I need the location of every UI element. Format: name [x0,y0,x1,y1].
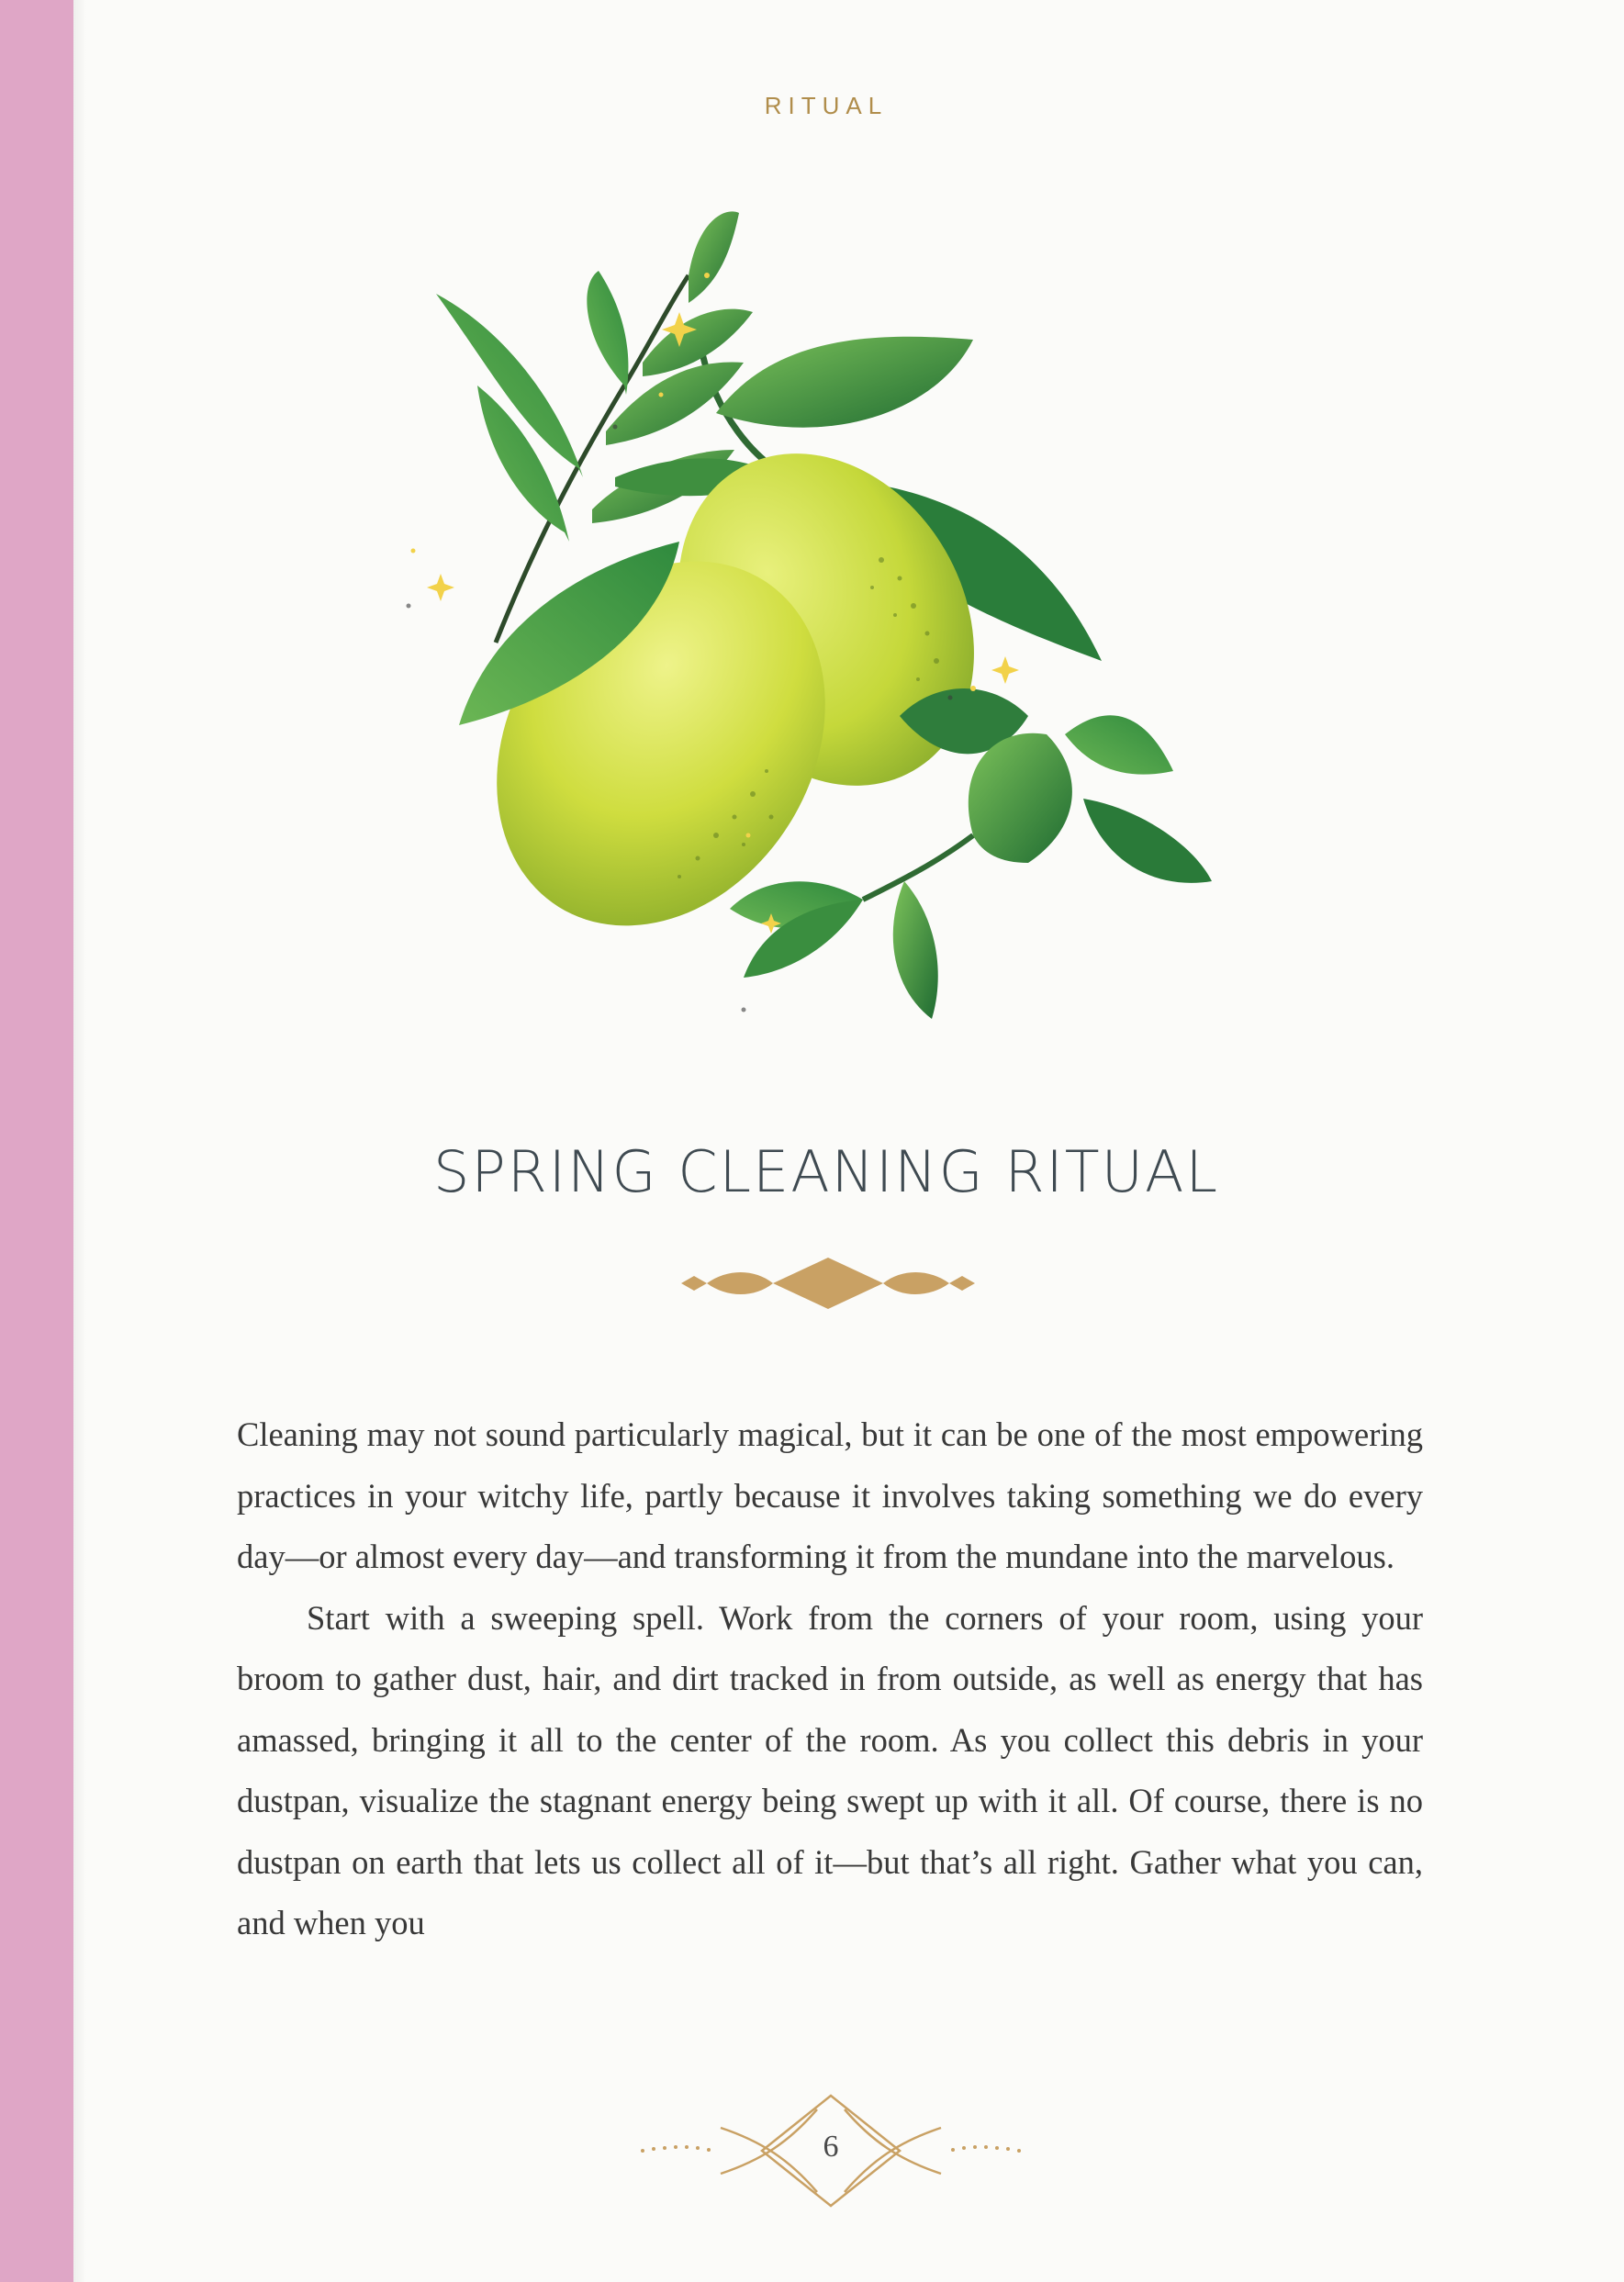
paragraph: Cleaning may not sound particularly magical, but it can be one of the most empowering practices in your witchy life, partly because it involves taking something we do every day—or almost every day—and transforming it from the mundane into the marvelous. [237,1415,1423,1575]
body-text [237,1404,1423,1954]
leaf [1065,715,1173,774]
ornamental-divider [681,1256,975,1311]
leaf [969,733,1072,863]
branch-stem-lower [863,835,973,900]
section-label: RITUAL [764,92,889,119]
lemon-branch-illustration [386,202,1267,1046]
leaf [893,881,938,1019]
leaf [689,211,739,303]
page-number: 6 [823,2130,839,2164]
page-title: SPRING CLEANING RITUAL [432,1138,1220,1205]
leaf [587,271,628,395]
book-spine-edge [0,0,73,2282]
leaf [716,337,973,428]
page-gutter-shadow [73,0,86,2282]
paragraph: Start with a sweeping spell. Work from the corners of your room, using your broom to gather dust, hair, and dirt tracked in from outside, as well as energy that has amassed, bringing it all to the center of the room. As you collect this debris in your dustpan, visualize the stagnant energy being swept up with it all. Of course, there is no dustpan on earth that lets us collect all of it—but that’s all right. Gather what you can, and when you [237,1598,1423,1941]
leaf [1083,799,1212,883]
